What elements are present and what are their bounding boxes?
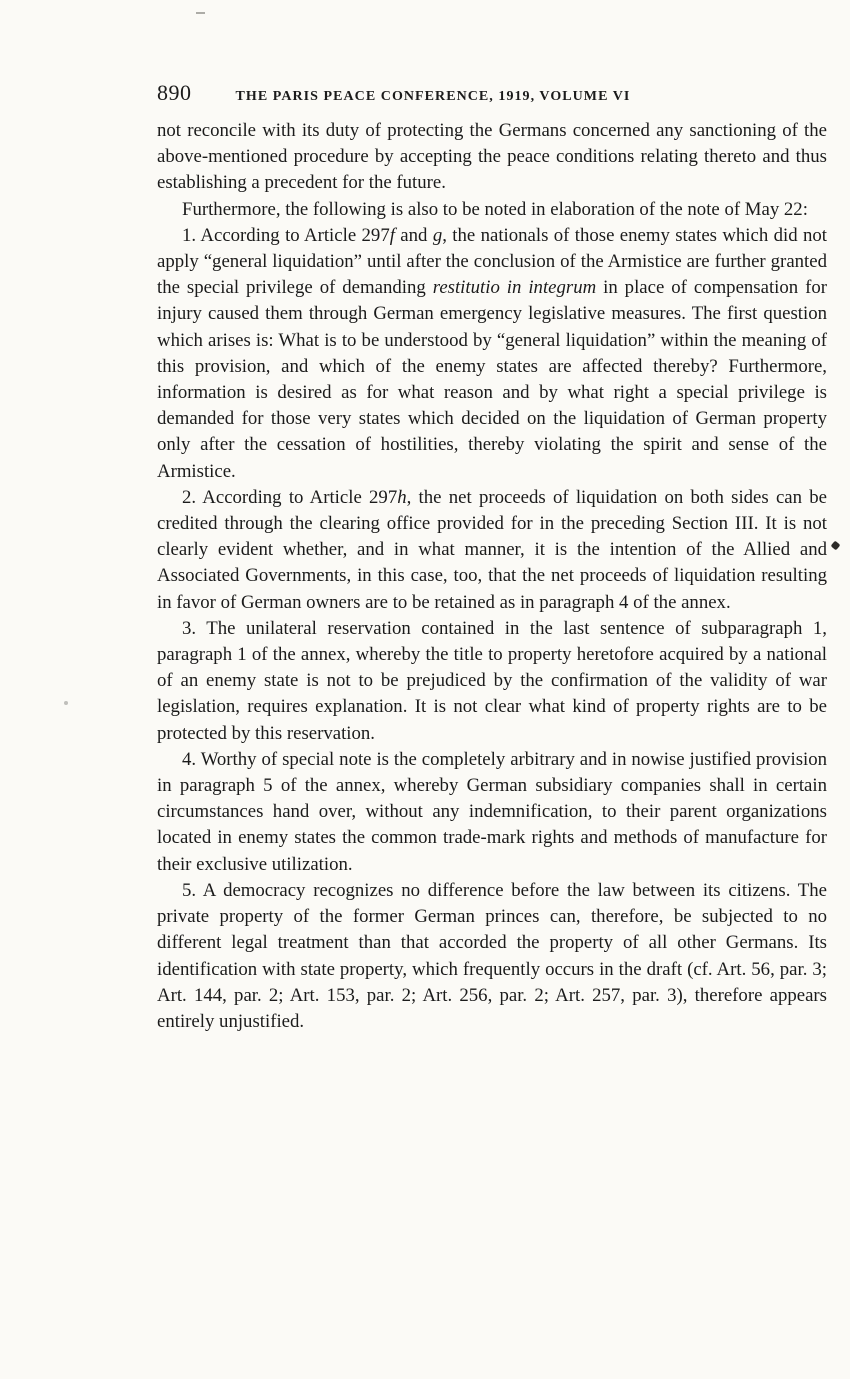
scan-artifact-left-speck xyxy=(64,701,68,705)
paragraph xyxy=(157,485,827,616)
text-run: Furthermore, the following is also to be noted in elaboration of the note of May 22: xyxy=(182,198,808,220)
text-run: in place of compensation for injury caused them through German emergency legislative measures. The first question which arises is: What is to be understood by “general liquidation” within the meaning of this provision, and which of the enemy states are affected thereby? Furthermore, information is desired as for what reason and by what right a special privilege is demanded for those very states which decided on the liquidation of German property only after the cessation of hostilities, thereby violating the spirit and sense of the Armistice. xyxy=(157,277,828,482)
text-run: 3. The unilateral reservation contained in the last sentence of subparagraph 1, paragraph 1 of the annex, whereby the title to property heretofore acquired by a national of an enemy state is not to be prejudiced by the confirmation of the validity of war legislation, requires explanation. It is not clear what kind of property rights are to be protected by this reservation. xyxy=(157,617,827,744)
paragraph xyxy=(157,747,827,878)
running-title: THE PARIS PEACE CONFERENCE, 1919, VOLUME VI xyxy=(235,89,631,104)
scan-artifact-top-mark xyxy=(196,12,205,14)
text-run: 4. Worthy of special note is the completely arbitrary and in nowise justified provision in paragraph 5 of the annex, whereby German subsidiary companies shall in certain circumstances hand over, without any indemnification, to their parent organizations located in enemy states the common trade-mark rights and methods of manufacture for their exclusive utilization. xyxy=(157,748,827,875)
paragraph xyxy=(157,118,827,197)
body-text xyxy=(157,118,827,1035)
page-header xyxy=(157,80,827,106)
italic-text-run: f xyxy=(389,224,395,246)
italic-text-run: h xyxy=(397,486,407,508)
paragraph xyxy=(157,223,827,485)
italic-text-run: g xyxy=(432,224,443,246)
italic-text-run: restitutio in integrum xyxy=(432,277,597,299)
page-number: 890 xyxy=(157,80,192,105)
text-run: 1. According to Article 297 xyxy=(182,224,390,246)
paragraph xyxy=(157,616,827,747)
scan-artifact-ink-dot xyxy=(831,541,841,551)
text-run: , the net proceeds of liquidation on both sides can be credited through the clearing office provided for in the preceding Section III. It is not clearly evident whether, and in what manner, it is the intention of the Allied and Associated Governments, in this case, too, that the net proceeds of liquidation resulting in favor of German owners are to be retained as in paragraph 4 of the annex. xyxy=(157,486,827,613)
text-run: 2. According to Article 297 xyxy=(182,486,398,508)
text-run: and xyxy=(394,224,433,246)
paragraph xyxy=(157,197,827,223)
text-run: 5. A democracy recognizes no difference before the law between its citizens. The private property of the former German princes can, therefore, be subjected to no different legal treatment than that accorded the property of all other Germans. Its identification with state property, which frequently occurs in the draft (cf. Art. 56, par. 3; Art. 144, par. 2; Art. 153, par. 2; Art. 256, par. 2; Art. 257, par. 3), therefore appears entirely unjustified. xyxy=(157,879,827,1032)
text-run: , the nationals of those enemy states which did not apply “general liquidation” until after the conclusion of the Armistice are further granted the special privilege of demanding xyxy=(157,224,827,299)
text-run: not reconcile with its duty of protecting the Germans concerned any sanctioning of the above-mentioned procedure by accepting the peace conditions relating thereto and thus establishing a precedent for the future. xyxy=(157,120,827,194)
paragraph xyxy=(157,878,827,1035)
